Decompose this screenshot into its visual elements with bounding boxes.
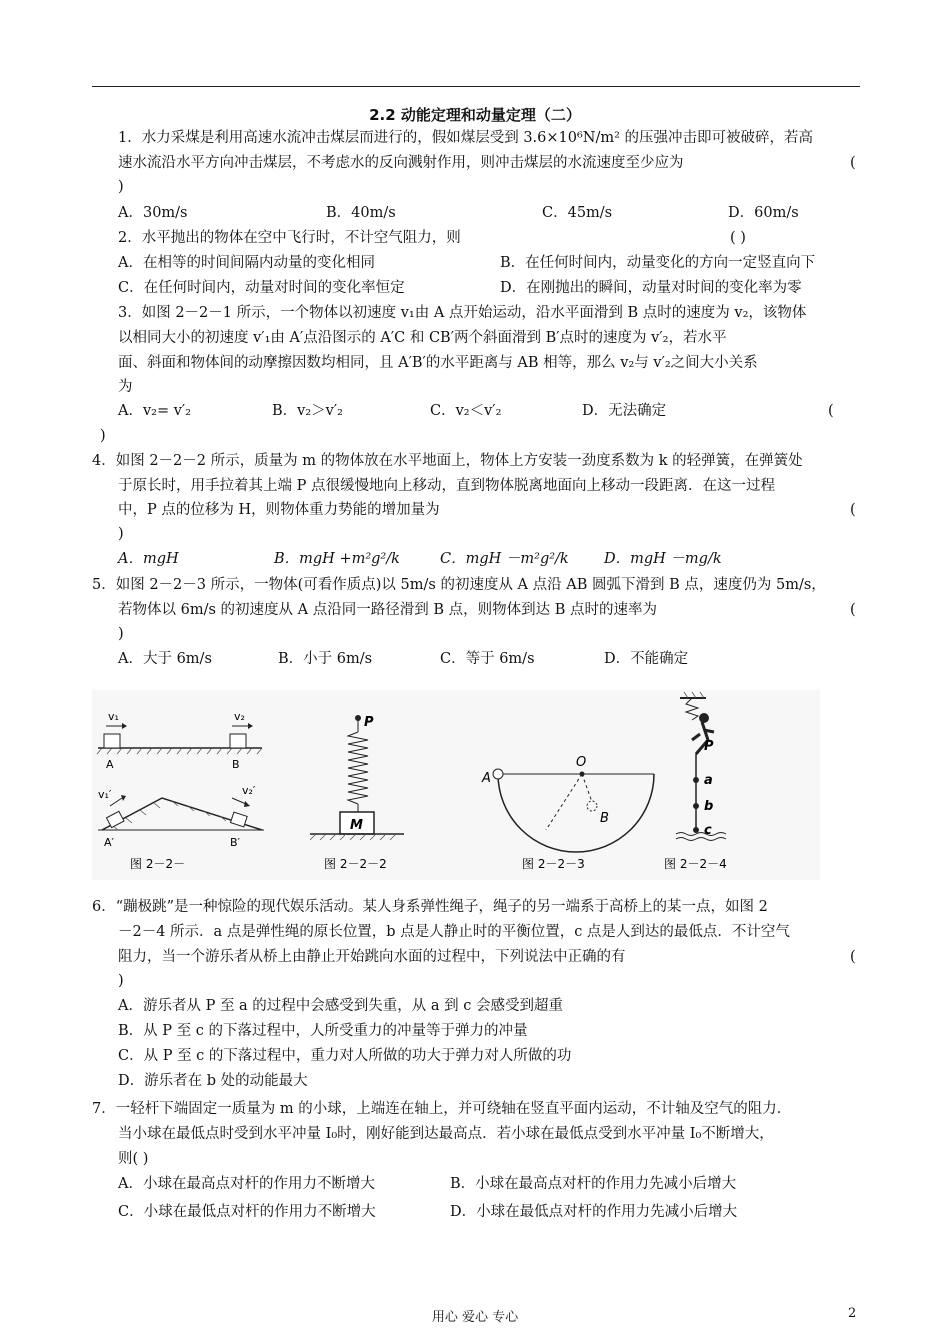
q4-paren-close: ) [118,526,124,542]
q4-option-d: D．mgH －mg/k [604,551,722,567]
q6-option-c: C．从 P 至 c 的下落过程中，重力对人所做的功大于弹力对人所做的功 [118,1048,572,1064]
figure-strip [92,690,820,880]
q1-option-a: A．30m/s [118,205,188,221]
figure-2-2-2 [310,715,404,871]
label-c: c [704,823,712,838]
q3-option-d: D．无法确定 [582,403,667,419]
q5-paren-close: ) [118,626,124,642]
q3-line-2: 以相同大小的初速度 v′₁由 A′点沿图示的 A′C 和 CB′两个斜面滑到 B′点时的速度为 v′₂，若水平 [118,330,727,346]
label-B-fig3: B [600,811,609,826]
q1-line-1: 1．水力采煤是利用高速水流冲击煤层而进行的，假如煤层受到 3.6×10⁶N/m² 的压强冲击即可被破碎，若高 [118,130,814,146]
q7-line-3: 则( ) [118,1151,149,1167]
label-A-fig3: A [482,771,491,786]
q6-paren-open: ( [850,949,856,965]
q4-option-c: C．mgH －m²g²/k [440,551,569,567]
q6-paren-close: ) [118,973,124,989]
q5-option-b: B．小于 6m/s [278,651,373,667]
q1-paren-open: ( [850,155,856,171]
label-A-prime: A′ [104,836,115,849]
header-rule [92,86,860,87]
q2-option-b: B．在任何时间内，动量变化的方向一定竖直向下 [500,255,816,271]
q3-line-3: 面、斜面和物体间的动摩擦因数均相同，且 A′B′的水平距离与 AB 相等，那么 v₂与 v′₂之间大小关系 [118,355,758,371]
label-O: O [576,755,587,770]
q1-line-2: 速水流沿水平方向冲击煤层，不考虑水的反向溅射作用，则冲击煤层的水流速度至少应为 [118,155,684,171]
q7-option-c: C．小球在最低点对杆的作用力不断增大 [118,1204,376,1220]
q5-paren-open: ( [850,602,856,618]
label-M: M [350,818,363,833]
q6-option-d: D．游乐者在 b 处的动能最大 [118,1073,308,1089]
q5-option-c: C．等于 6m/s [440,651,535,667]
q6-line-3: 阻力，当一个游乐者从桥上由静止开始跳向水面的过程中，下列说法中正确的有 [118,949,626,965]
q2-option-d: D．在刚抛出的瞬间，动量对时间的变化率为零 [500,280,802,296]
q6-line-2: －2－4 所示．a 点是弹性绳的原长位置，b 点是人静止时的平衡位置，c 点是人到达的最低点．不计空气 [118,924,790,940]
q6-line-1: 6．“蹦极跳”是一种惊险的现代娱乐活动。某人身系弹性绳子，绳子的另一端系于高桥上的某一点，如图 2 [92,899,768,915]
q2-option-a: A．在相等的时间间隔内动量的变化相同 [118,255,375,271]
q7-line-2: 当小球在最低点时受到水平冲量 I₀时，刚好能到达最高点．若小球在最低点受到水平冲量 I₀不断增大， [118,1126,774,1142]
q1-option-b: B．40m/s [326,205,396,221]
figure-2-2-3 [481,755,654,871]
figure-2-2-1 [97,710,264,871]
q4-line-2: 于原长时，用手拉着其上端 P 点很缓慢地向上移动，直到物体脱离地面向上移动一段距离．在这一过程 [118,478,775,494]
label-B-prime: B′ [230,836,241,849]
q7-option-d: D．小球在最低点对杆的作用力先减小后增大 [450,1204,738,1220]
label-A: A [106,758,114,771]
q4-option-b: B．mgH +m²g²/k [274,551,400,567]
label-B: B [232,758,240,771]
label-v2: v₂ [234,710,245,723]
q3-option-c: C．v₂＜v′₂ [430,403,502,419]
q7-option-b: B．小球在最高点对杆的作用力先减小后增大 [450,1176,737,1192]
label-P-fig2: P [364,715,374,730]
label-b: b [704,799,714,814]
figure-2-2-3-caption: 图 2－2－3 [522,857,585,871]
q2-line-1: 2．水平抛出的物体在空中飞行时，不计空气阻力，则 [118,230,461,246]
q3-option-a: A．v₂= v′₂ [118,403,192,419]
q3-paren-open: ( [828,403,834,419]
q2-option-c: C．在任何时间内，动量对时间的变化率恒定 [118,280,405,296]
q3-line-4: 为 [118,379,133,395]
label-P-fig4: P [704,739,714,754]
q3-option-b: B．v₂＞v′₂ [272,403,343,419]
q1-option-c: C．45m/s [542,205,613,221]
figure-2-2-4 [664,692,727,871]
page-number: 2 [848,1306,857,1321]
label-a: a [704,773,713,788]
q4-option-a: A．mgH [118,551,179,567]
q5-line-2: 若物体以 6m/s 的初速度从 A 点沿同一路径滑到 B 点，则物体到达 B 点时的速率为 [118,602,657,618]
q5-option-d: D．不能确定 [604,651,689,667]
q7-option-a: A．小球在最高点对杆的作用力不断增大 [118,1176,375,1192]
q1-paren-close: ) [118,179,124,195]
q2-paren: ( ) [730,230,746,246]
label-v1-prime: v₁′ [98,788,112,801]
q4-line-1: 4．如图 2－2－2 所示，质量为 m 的物体放在水平地面上，物体上方安装一劲度系数为 k 的轻弹簧，在弹簧处 [92,453,803,469]
figure-2-2-4-caption: 图 2－2－4 [664,857,727,871]
figure-2-2-1-caption: 图 2－2－ [130,857,186,871]
q4-paren-open: ( [850,502,856,518]
q5-option-a: A．大于 6m/s [118,651,212,667]
q7-line-1: 7．一轻杆下端固定一质量为 m 的小球，上端连在轴上，并可绕轴在竖直平面内运动，不计轴及空气的阻力． [92,1101,792,1117]
q6-option-b: B．从 P 至 c 的下落过程中，人所受重力的冲量等于弹力的冲量 [118,1023,528,1039]
q3-paren-close: ) [100,428,106,444]
q1-option-d: D．60m/s [728,205,799,221]
q4-line-3: 中，P 点的位移为 H，则物体重力势能的增加量为 [118,502,440,518]
q3-line-1: 3．如图 2－2－1 所示，一个物体以初速度 v₁由 A 点开始运动，沿水平面滑到 B 点时的速度为 v₂，该物体 [118,305,807,321]
figure-2-2-2-caption: 图 2－2－2 [324,857,387,871]
label-v1: v₁ [108,710,119,723]
q5-line-1: 5．如图 2－2－3 所示，一物体(可看作质点)以 5m/s 的初速度从 A 点沿 AB 圆弧下滑到 B 点，速度仍为 5m/s， [92,577,826,593]
q6-option-a: A．游乐者从 P 至 a 的过程中会感受到失重，从 a 到 c 会感受到超重 [118,998,564,1014]
page-title: 2.2 动能定理和动量定理（二） [369,106,581,124]
label-v2-prime: v₂′ [242,784,256,797]
page-footer: 用心 爱心 专心 [431,1310,519,1325]
